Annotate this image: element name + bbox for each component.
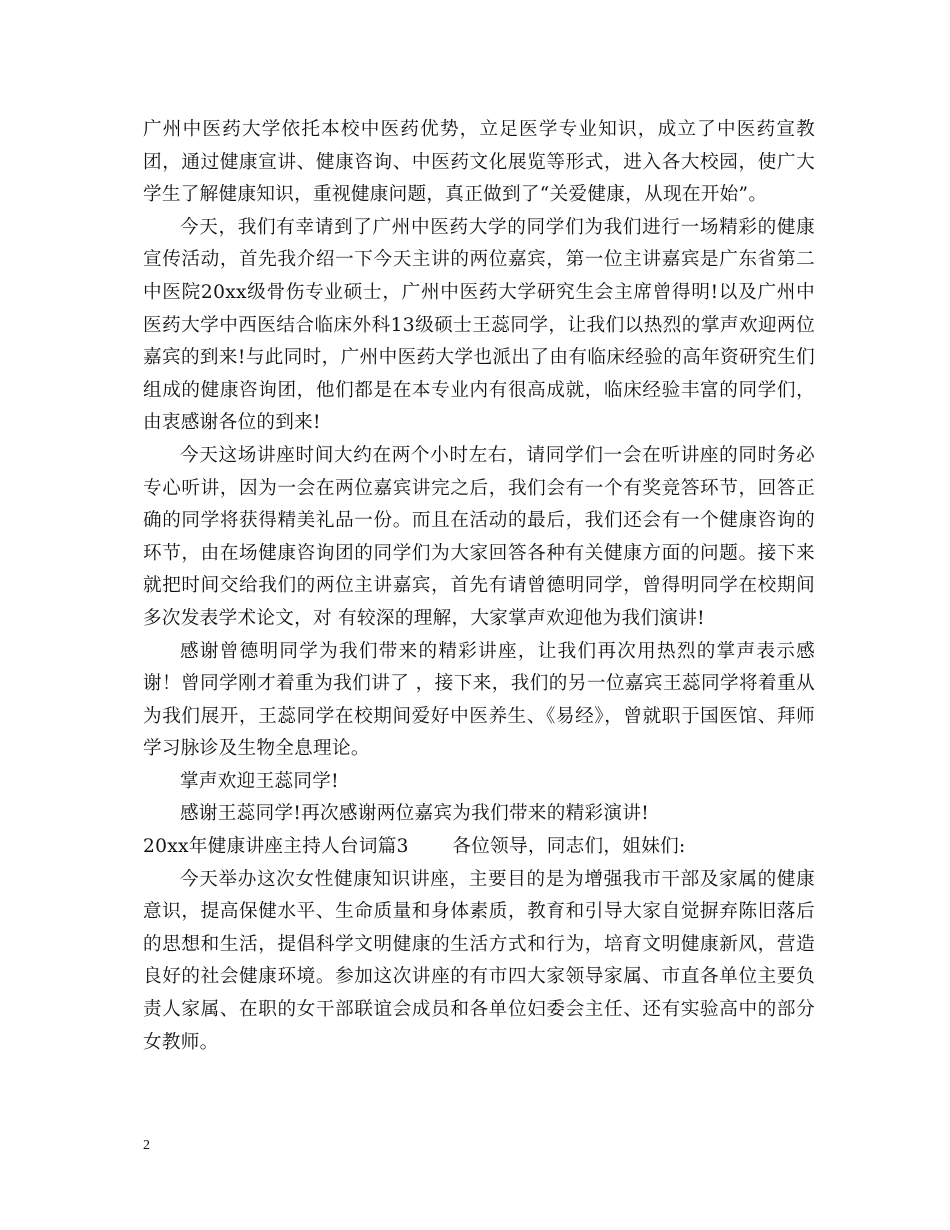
page-number: 2 [143, 1138, 150, 1153]
paragraph-5: 掌声欢迎王蕊同学! [180, 770, 339, 792]
paragraph-6: 感谢王蕊同学!再次感谢两位嘉宾为我们带来的精彩演讲! [180, 803, 649, 825]
paragraph-2: 今天，我们有幸请到了广州中医药大学的同学们为我们进行一场精彩的健康宣传活动，首先我介绍一下今天主讲的两位嘉宾，第一位主讲嘉宾是广东省第二中医院20xx级骨伤专业硕士，广州中医药大学研究生会主席曾得明!以及广州中医药大学中西医结合临床外科13级硕士王蕊同学，让我们以热烈的掌声欢迎两位嘉宾的到来!与此同时，广州中医药大学也派出了由有临床经验的高年资研究生们组成的健康咨询团，他们都是在本专业内有很高成就，临床经验丰富的同学们，由衷感谢各位的到来! [143, 216, 815, 434]
section-heading: 20xx年健康讲座主持人台词篇3 各位领导，同志们，姐妹们: [143, 836, 686, 858]
paragraph-7: 今天举办这次女性健康知识讲座，主要目的是为增强我市干部及家属的健康意识，提高保健水平、生命质量和身体素质，教育和引导大家自觉摒弃陈旧落后的思想和生活，提倡科学文明健康的生活方式和行为，培育文明健康新风，营造良好的社会健康环境。参加这次讲座的有市四大家领导家属、市直各单位主要负责人家属、在职的女干部联谊会成员和各单位妇委会主任、还有实验高中的部分女教师。 [143, 868, 815, 1053]
paragraph-3: 今天这场讲座时间大约在两个小时左右，请同学们一会在听讲座的同时务必专心听讲，因为一会在两位嘉宾讲完之后，我们会有一个有奖竞答环节，回答正确的同学将获得精美礼品一份。而且在活动的最后，我们还会有一个健康咨询的环节，由在场健康咨询团的同学们为大家回答各种有关健康方面的问题。接下来就把时间交给我们的两位主讲嘉宾，首先有请曾德明同学，曾得明同学在校期间多次发表学术论文，对 有较深的理解，大家掌声欢迎他为我们演讲! [143, 444, 815, 629]
paragraph-4: 感谢曾德明同学为我们带来的精彩讲座，让我们再次用热烈的掌声表示感谢！曾同学刚才着重为我们讲了 ，接下来，我们的另一位嘉宾王蕊同学将着重从 为我们展开，王蕊同学在校期间爱好中医养生、《易经》，曾就职于国医馆、拜师学习脉诊及生物全息理论。 [143, 640, 815, 760]
document-body [143, 114, 815, 1059]
paragraph-1: 广州中医药大学依托本校中医药优势，立足医学专业知识，成立了中医药宣教团，通过健康宣讲、健康咨询、中医药文化展览等形式，进入各大校园，使广大学生了解健康知识，重视健康问题，真正做到了“关爱健康，从现在开始”。 [143, 119, 815, 206]
